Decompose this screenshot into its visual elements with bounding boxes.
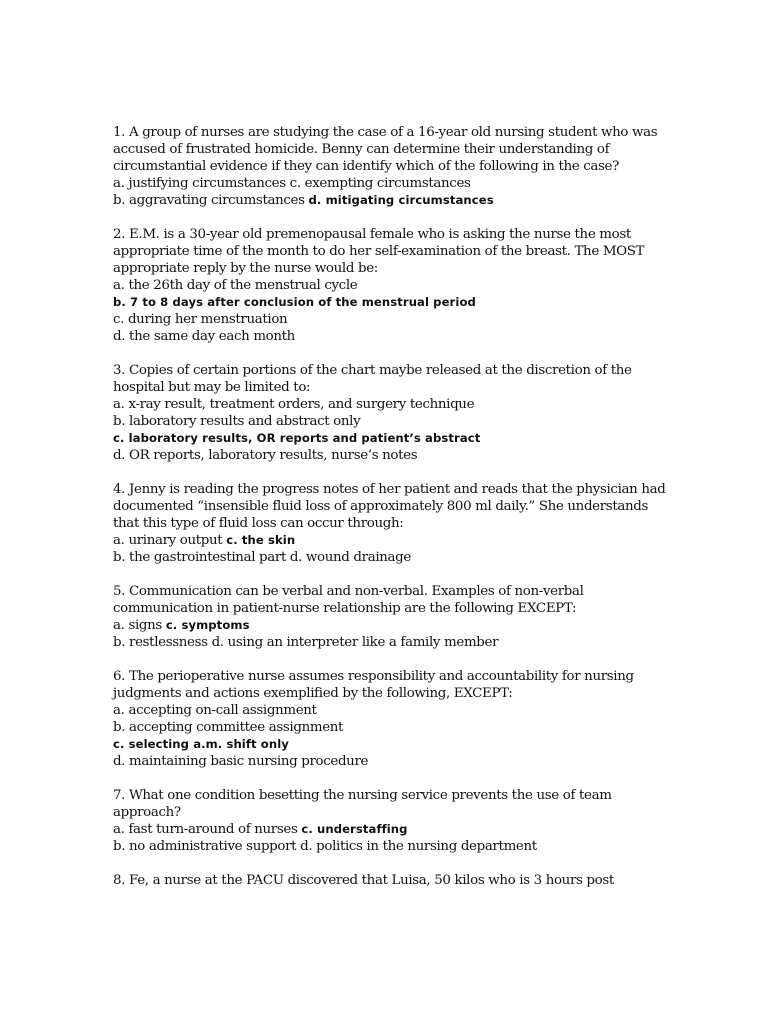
correct-answer-text: c. symptoms [165,618,250,632]
question-stem-line: appropriate time of the month to do her self-examination of the breast. The MOST [113,244,645,259]
answer-option-text: d. the same day each month [113,329,295,344]
question-6 [113,668,634,770]
answer-option-text: a. signs [113,618,166,633]
answer-option-text: a. accepting on-call assignment [113,703,317,718]
document-page [113,124,666,906]
answer-option-line [113,192,613,209]
answer-option-line [113,753,613,770]
question-stem-line: appropriate reply by the nurse would be: [113,261,378,276]
correct-answer-text: c. understaffing [301,822,408,836]
correct-answer-text: c. selecting a.m. shift only [113,737,289,751]
answer-option-line [113,396,613,413]
correct-answer-text: c. laboratory results, OR reports and patient’s abstract [113,431,481,445]
answer-option-line [113,821,613,838]
answer-option-text: a. fast turn-around of nurses [113,822,302,837]
answer-option-text: a. urinary output [113,533,227,548]
answer-option-line [113,413,613,430]
question-stem-line: 4. Jenny is reading the progress notes of her patient and reads that the physician had [113,482,666,497]
answer-option-text: b. accepting committee assignment [113,720,344,735]
correct-answer-text: d. mitigating circumstances [308,193,494,207]
question-stem-line: 7. What one condition besetting the nursing service prevents the use of team [113,788,612,803]
answer-option-line [113,719,613,736]
question-stem-line: 3. Copies of certain portions of the chart maybe released at the discretion of the [113,363,632,378]
answer-option-text: a. x-ray result, treatment orders, and surgery technique [113,397,475,412]
question-stem-line: accused of frustrated homicide. Benny can determine their understanding of [113,142,610,157]
question-3 [113,362,632,464]
answer-option-text: d. maintaining basic nursing procedure [113,754,369,769]
question-stem-line: judgments and actions exemplified by the following, EXCEPT: [113,686,513,701]
correct-answer-text: c. the skin [226,533,296,547]
question-stem-line: 2. E.M. is a 30-year old premenopausal female who is asking the nurse the most [113,227,631,242]
answer-option-line [113,736,613,753]
answer-option-text: a. the 26th day of the menstrual cycle [113,278,358,293]
answer-option-line [113,311,613,328]
question-1 [113,124,658,209]
answer-option-text: b. restlessness d. using an interpreter like a family member [113,635,499,650]
question-5 [113,583,613,651]
answer-option-text: b. no administrative support d. politics in the nursing department [113,839,537,854]
answer-option-line [113,294,613,311]
answer-option-line [113,549,613,566]
question-2 [113,226,645,345]
answer-option-line [113,617,613,634]
answer-option-text: d. OR reports, laboratory results, nurse’s notes [113,448,418,463]
answer-option-line [113,634,613,651]
question-7 [113,787,613,855]
correct-answer-text: b. 7 to 8 days after conclusion of the menstrual period [113,295,476,309]
answer-option-text: b. aggravating circumstances [113,193,309,208]
question-stem-line: 5. Communication can be verbal and non-verbal. Examples of non-verbal [113,584,584,599]
question-stem-line: 1. A group of nurses are studying the case of a 16-year old nursing student who was [113,125,658,140]
question-stem-line: 8. Fe, a nurse at the PACU discovered that Luisa, 50 kilos who is 3 hours post [113,873,614,888]
answer-option-line [113,838,613,855]
answer-option-line [113,702,613,719]
question-stem-line: that this type of fluid loss can occur through: [113,516,404,531]
answer-option-line [113,175,613,192]
answer-option-text: c. during her menstruation [113,312,288,327]
question-stem-line: circumstantial evidence if they can identify which of the following in the case? [113,159,619,174]
question-stem-line: approach? [113,805,181,820]
question-4 [113,481,666,566]
answer-option-text: a. justifying circumstances c. exempting circumstances [113,176,471,191]
question-stem-line: 6. The perioperative nurse assumes responsibility and accountability for nursing [113,669,634,684]
answer-option-text: b. laboratory results and abstract only [113,414,361,429]
answer-option-line [113,532,613,549]
answer-option-line [113,328,613,345]
answer-option-line [113,430,613,447]
question-stem-line: documented “insensible fluid loss of approximately 800 ml daily.” She understands [113,499,649,514]
answer-option-line [113,447,613,464]
answer-option-line [113,277,613,294]
question-8 [113,872,613,889]
question-stem-line: communication in patient-nurse relationship are the following EXCEPT: [113,601,577,616]
answer-option-text: b. the gastrointestinal part d. wound drainage [113,550,411,565]
question-stem-line: hospital but may be limited to: [113,380,311,395]
